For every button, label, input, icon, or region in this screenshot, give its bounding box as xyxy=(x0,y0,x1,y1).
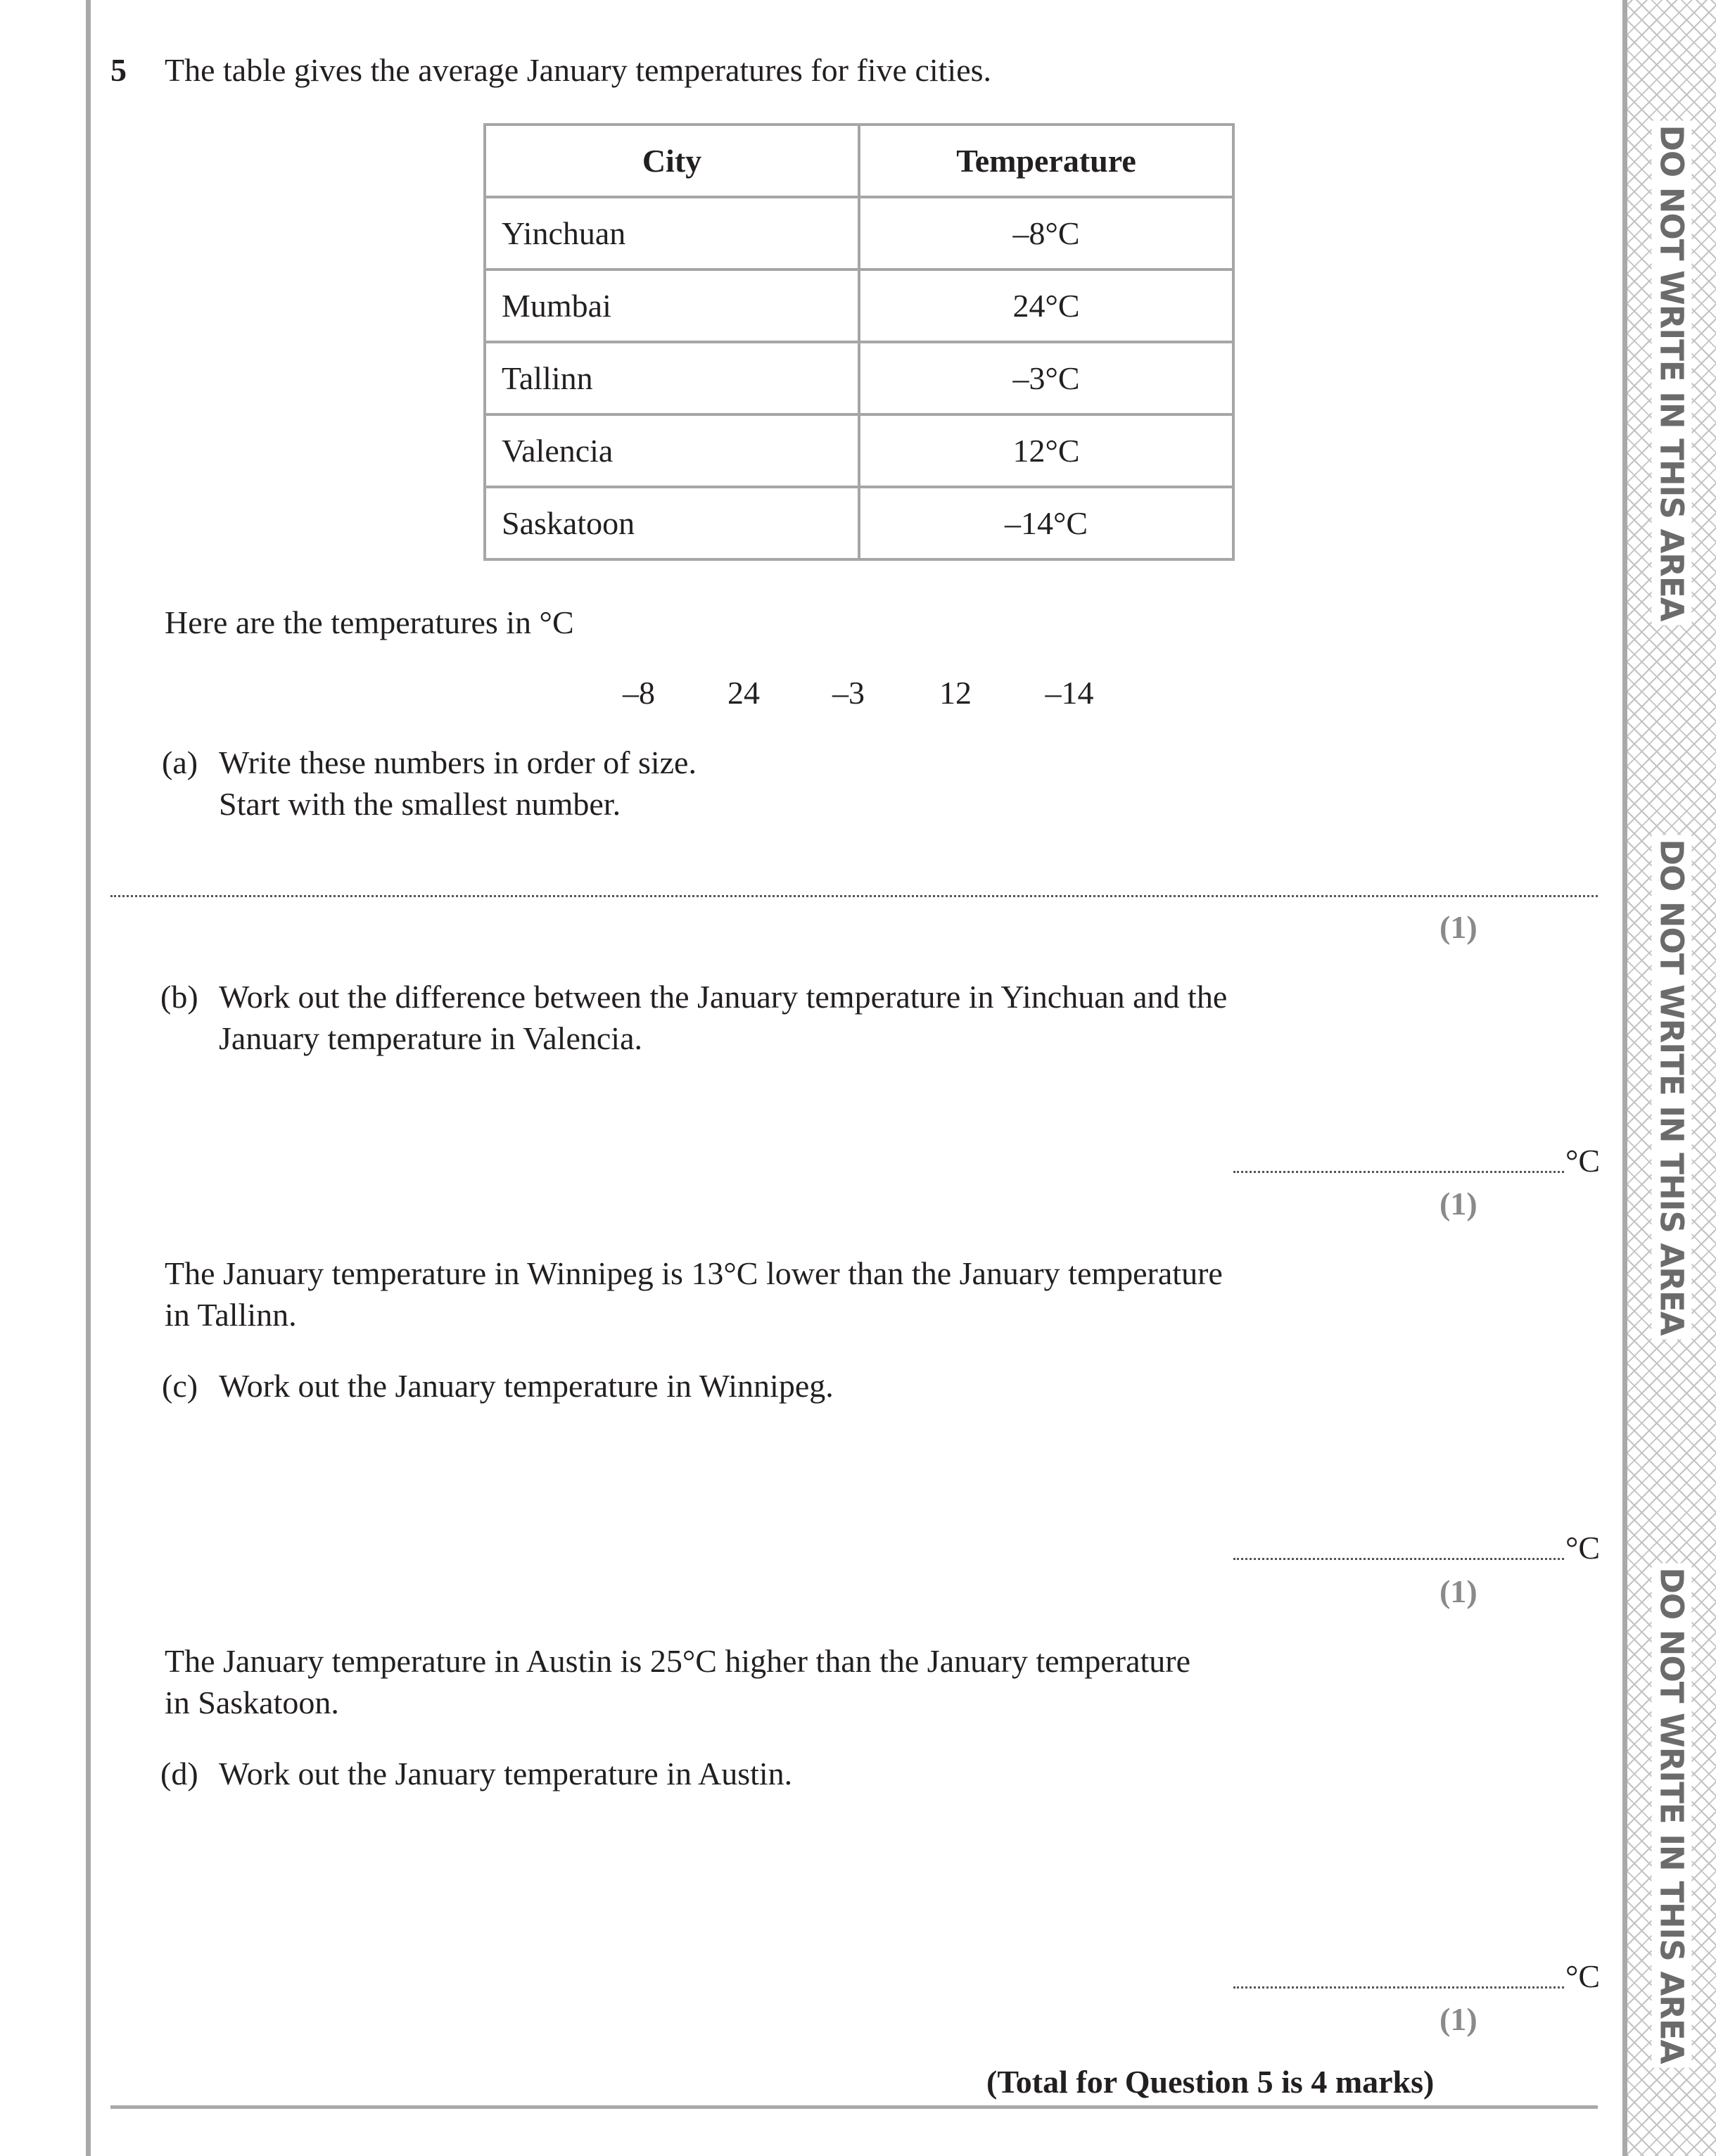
part-a-line2: Start with the smallest number. xyxy=(219,786,621,822)
part-c-marks: (1) xyxy=(1439,1573,1477,1609)
austin-info-line1: The January temperature in Austin is 25°C higher than the January temperature xyxy=(165,1643,1191,1679)
part-d-unit: °C xyxy=(1565,1958,1601,1994)
right-margin-rule xyxy=(1622,0,1627,2156)
bottom-rule xyxy=(110,2105,1598,2109)
austin-info-line2: in Saskatoon. xyxy=(165,1685,339,1720)
temperature-list xyxy=(0,672,1716,714)
temperature-value: 24 xyxy=(727,675,760,711)
winnipeg-info-line2: in Tallinn. xyxy=(165,1297,297,1333)
part-a-answer-line[interactable] xyxy=(110,895,1598,897)
table-row xyxy=(485,270,1233,342)
city-cell: Valencia xyxy=(485,414,859,487)
city-cell: Mumbai xyxy=(485,270,859,342)
temp-cell: 12°C xyxy=(859,414,1233,487)
part-a-marks: (1) xyxy=(1439,909,1477,945)
table-row xyxy=(485,414,1233,487)
temp-cell: –3°C xyxy=(859,342,1233,414)
part-b-label: (b) xyxy=(160,979,198,1015)
header-city: City xyxy=(485,125,859,197)
temperature-value: 12 xyxy=(939,675,972,711)
city-cell: Yinchuan xyxy=(485,197,859,270)
table-row xyxy=(485,342,1233,414)
temp-cell: –8°C xyxy=(859,197,1233,270)
part-c-label: (c) xyxy=(162,1368,198,1404)
part-c-unit: °C xyxy=(1565,1530,1601,1566)
city-cell: Tallinn xyxy=(485,342,859,414)
part-d-answer-line[interactable] xyxy=(1233,1986,1564,1989)
part-b-line1: Work out the difference between the January temperature in Yinchuan and the xyxy=(219,979,1228,1015)
question-total: (Total for Question 5 is 4 marks) xyxy=(986,2064,1435,2100)
part-d-label: (d) xyxy=(160,1756,198,1792)
question-intro: The table gives the average January temperatures for five cities. xyxy=(165,52,992,88)
part-a-line1: Write these numbers in order of size. xyxy=(219,744,697,780)
question-number: 5 xyxy=(110,52,127,88)
temperature-value: –3 xyxy=(832,675,865,711)
temp-cell: 24°C xyxy=(859,270,1233,342)
temperature-value: –8 xyxy=(623,675,655,711)
part-b-answer-line[interactable] xyxy=(1233,1171,1564,1173)
left-margin-rule xyxy=(86,0,91,2156)
part-d-line1: Work out the January temperature in Austin. xyxy=(219,1756,793,1792)
temperature-value: –14 xyxy=(1045,675,1094,711)
temps-intro: Here are the temperatures in °C xyxy=(165,604,574,640)
temperature-table xyxy=(483,123,1235,561)
temp-cell: –14°C xyxy=(859,487,1233,559)
part-a-label: (a) xyxy=(162,744,198,780)
city-cell: Saskatoon xyxy=(485,487,859,559)
part-c-line1: Work out the January temperature in Winnipeg. xyxy=(219,1368,834,1404)
part-b-unit: °C xyxy=(1565,1143,1601,1179)
part-b-line2: January temperature in Valencia. xyxy=(219,1020,642,1056)
table-row xyxy=(485,487,1233,559)
winnipeg-info-line1: The January temperature in Winnipeg is 13°C lower than the January temperature xyxy=(165,1255,1223,1291)
table-header-row xyxy=(485,125,1233,197)
table-row xyxy=(485,197,1233,270)
header-temperature: Temperature xyxy=(859,125,1233,197)
part-b-marks: (1) xyxy=(1439,1186,1477,1222)
part-c-answer-line[interactable] xyxy=(1233,1558,1564,1560)
part-d-marks: (1) xyxy=(1439,2001,1477,2037)
